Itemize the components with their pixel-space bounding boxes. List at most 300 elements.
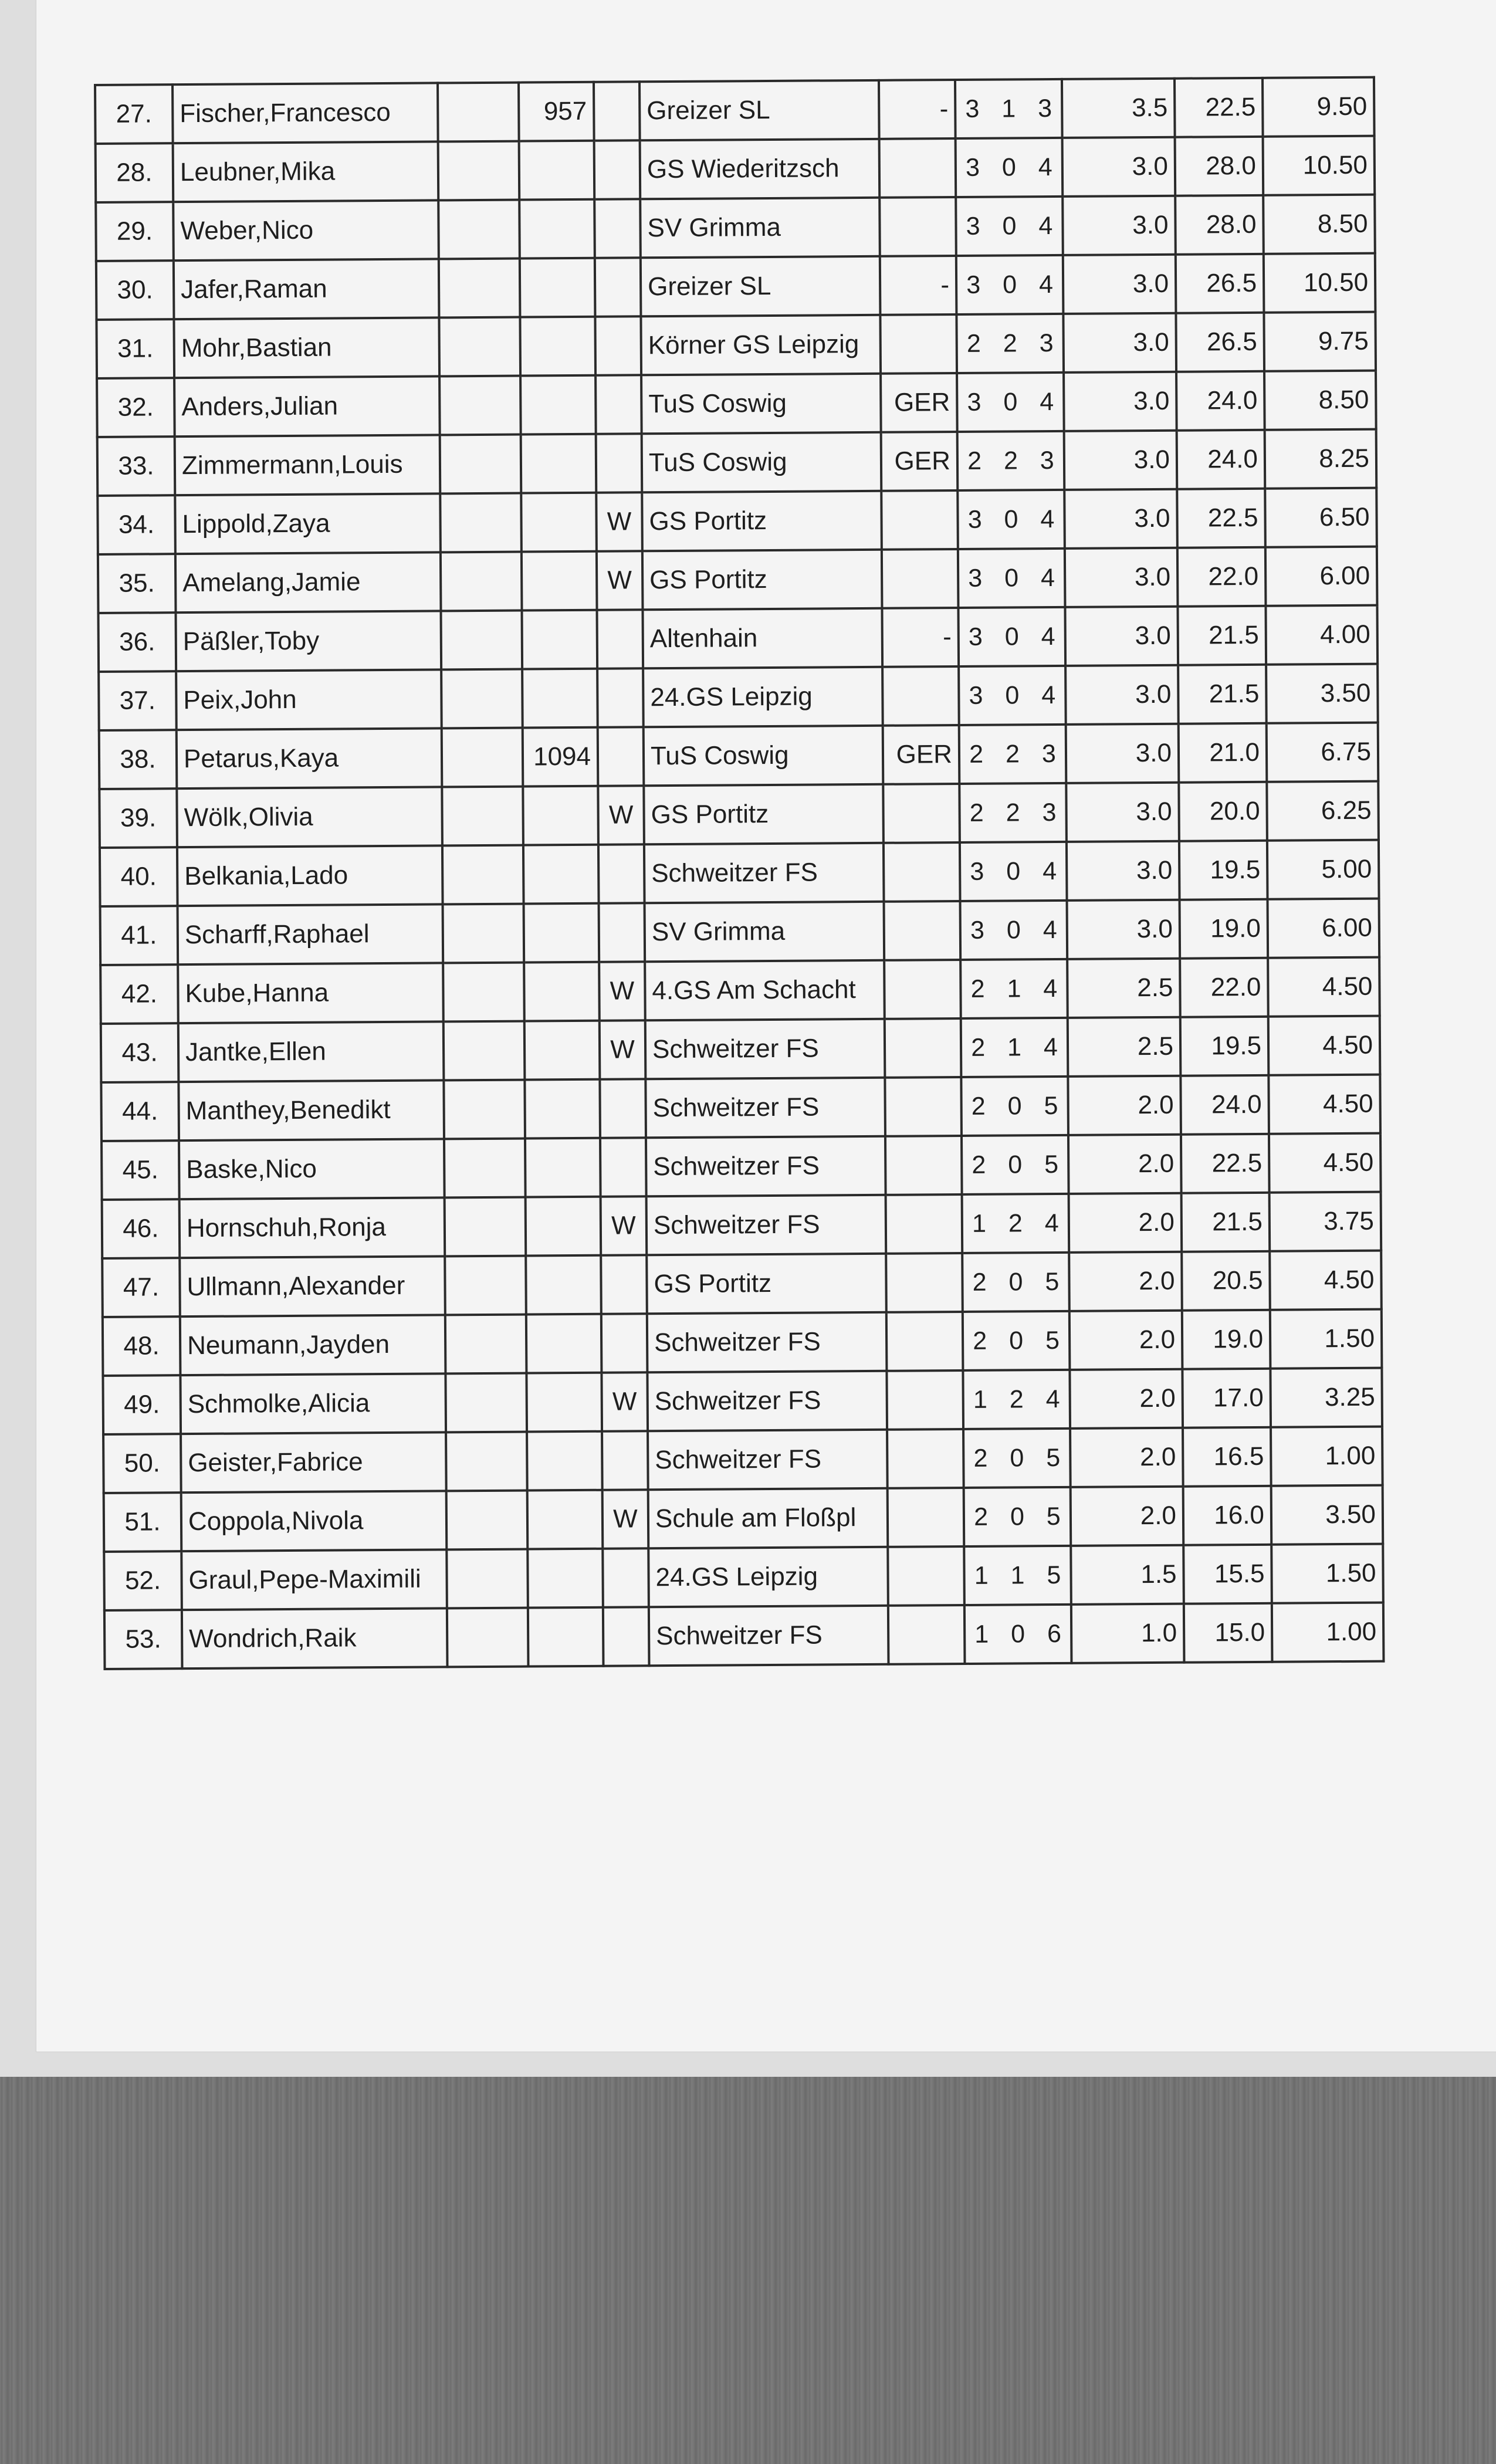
points-cell: 2.0 — [1069, 1369, 1183, 1429]
win-draw-loss-cell: 3 0 4 — [957, 373, 1064, 432]
table-row — [104, 1485, 1383, 1552]
rating-cell — [525, 1138, 601, 1197]
win-draw-loss-cell: 1 0 6 — [964, 1605, 1072, 1664]
club-cell: Schweitzer FS — [649, 1606, 889, 1666]
federation-cell: GER — [883, 725, 960, 784]
sex-cell — [597, 610, 643, 668]
rating-cell — [520, 258, 595, 317]
table-row — [96, 136, 1375, 202]
club-cell: TuS Coswig — [644, 726, 884, 786]
player-name-cell: Ullmann,Alexander — [180, 1256, 445, 1316]
player-name-cell: Belkania,Lado — [177, 845, 443, 906]
sex-cell: W — [599, 962, 645, 1020]
rank-cell: 52. — [104, 1551, 182, 1610]
table-row — [102, 1251, 1382, 1317]
rank-cell: 43. — [101, 1023, 179, 1082]
club-cell: GS Portitz — [647, 1254, 886, 1314]
player-name-cell: Scharff,Raphael — [178, 904, 444, 964]
standings-table — [94, 76, 1385, 1670]
sex-cell — [598, 727, 644, 786]
sex-cell — [602, 1431, 648, 1490]
rank-cell: 47. — [102, 1258, 180, 1317]
rating-cell — [519, 199, 595, 259]
federation-cell — [888, 1488, 964, 1547]
empty-cell — [446, 1491, 528, 1550]
win-draw-loss-cell: 3 0 4 — [958, 549, 1065, 608]
player-name-cell: Weber,Nico — [173, 200, 439, 260]
sonneborn-berger-cell: 8.50 — [1263, 195, 1375, 254]
club-cell: 24.GS Leipzig — [648, 1547, 888, 1607]
win-draw-loss-cell: 2 0 5 — [961, 1077, 1068, 1136]
rating-cell — [526, 1255, 601, 1315]
empty-cell — [438, 83, 519, 142]
sex-cell — [594, 199, 641, 258]
empty-cell — [441, 611, 522, 670]
win-draw-loss-cell: 2 2 3 — [959, 783, 1067, 842]
sex-cell — [594, 140, 641, 199]
player-name-cell: Baske,Nico — [179, 1139, 445, 1199]
table-row — [97, 371, 1376, 437]
win-draw-loss-cell: 3 1 3 — [955, 79, 1062, 138]
club-cell: Altenhain — [642, 608, 882, 668]
federation-cell — [879, 197, 956, 256]
buchholz-cell: 19.0 — [1182, 1310, 1271, 1369]
sonneborn-berger-cell: 3.75 — [1270, 1192, 1382, 1251]
sonneborn-berger-cell: 4.50 — [1268, 1075, 1380, 1134]
table-row — [102, 1192, 1382, 1258]
sex-cell: W — [598, 786, 644, 844]
points-cell: 2.0 — [1069, 1311, 1183, 1370]
buchholz-cell: 21.5 — [1177, 606, 1266, 665]
rank-cell: 48. — [103, 1316, 181, 1376]
points-cell: 3.0 — [1064, 489, 1177, 549]
empty-cell — [445, 1197, 526, 1257]
win-draw-loss-cell: 2 0 5 — [964, 1487, 1071, 1546]
club-cell: 4.GS Am Schacht — [645, 960, 885, 1020]
points-cell: 3.0 — [1065, 665, 1179, 725]
rating-cell: 957 — [519, 82, 594, 141]
sex-cell: W — [603, 1490, 649, 1548]
sex-cell: W — [601, 1196, 647, 1255]
win-draw-loss-cell: 3 0 4 — [957, 490, 1065, 549]
empty-cell — [443, 963, 524, 1022]
rank-cell: 37. — [99, 671, 177, 730]
table-row — [103, 1368, 1382, 1434]
table-row — [99, 723, 1379, 789]
rating-cell — [527, 1431, 603, 1491]
rating-cell: 1094 — [523, 727, 598, 787]
points-cell: 2.0 — [1069, 1193, 1182, 1253]
federation-cell — [885, 1136, 962, 1195]
table-row — [100, 840, 1379, 906]
sex-cell — [601, 1314, 648, 1372]
federation-cell — [881, 490, 958, 550]
sonneborn-berger-cell: 1.50 — [1271, 1544, 1383, 1603]
rank-cell: 42. — [100, 964, 178, 1024]
club-cell: TuS Coswig — [641, 374, 881, 434]
table-row — [104, 1603, 1384, 1669]
points-cell: 3.0 — [1067, 900, 1180, 959]
club-cell: GS Portitz — [644, 784, 884, 844]
rank-cell: 39. — [99, 788, 177, 848]
points-cell: 3.0 — [1066, 724, 1179, 783]
player-name-cell: Anders,Julian — [174, 376, 440, 436]
club-cell: 24.GS Leipzig — [643, 667, 883, 727]
rating-cell — [526, 1373, 602, 1432]
federation-cell — [882, 666, 959, 726]
win-draw-loss-cell: 3 0 4 — [960, 901, 1068, 960]
points-cell: 2.5 — [1068, 1017, 1181, 1077]
buchholz-cell: 22.5 — [1181, 1134, 1270, 1193]
club-cell: Schweitzer FS — [647, 1195, 886, 1255]
rating-cell — [523, 786, 598, 845]
win-draw-loss-cell: 2 1 4 — [961, 1018, 1068, 1077]
table-row — [98, 547, 1377, 613]
sex-cell — [594, 82, 640, 140]
buchholz-cell: 20.5 — [1182, 1251, 1270, 1311]
sonneborn-berger-cell: 6.00 — [1268, 899, 1380, 958]
win-draw-loss-cell: 3 0 4 — [959, 666, 1066, 725]
buchholz-cell: 19.5 — [1179, 841, 1268, 900]
federation-cell — [886, 1194, 963, 1254]
federation-cell — [884, 842, 960, 902]
rank-cell: 38. — [99, 730, 177, 789]
points-cell: 3.0 — [1064, 372, 1177, 431]
player-name-cell: Graul,Pepe-Maximili — [181, 1549, 447, 1610]
player-name-cell: Jafer,Raman — [174, 259, 439, 319]
sonneborn-berger-cell: 4.00 — [1265, 605, 1377, 665]
player-name-cell: Schmolke,Alicia — [180, 1373, 446, 1434]
empty-cell — [442, 728, 523, 787]
sonneborn-berger-cell: 1.50 — [1270, 1309, 1382, 1369]
sonneborn-berger-cell: 8.50 — [1264, 371, 1376, 430]
club-cell: SV Grimma — [645, 902, 885, 962]
sonneborn-berger-cell: 4.50 — [1268, 1016, 1380, 1075]
empty-cell — [439, 317, 520, 377]
federation-cell — [882, 549, 959, 608]
player-name-cell: Hornschuh,Ronja — [180, 1197, 445, 1258]
buchholz-cell: 22.5 — [1177, 489, 1265, 548]
rating-cell — [521, 434, 597, 493]
empty-cell — [443, 904, 524, 963]
sex-cell — [598, 844, 645, 903]
rating-cell — [524, 1021, 600, 1080]
rating-cell — [520, 317, 595, 376]
points-cell: 2.0 — [1068, 1076, 1181, 1135]
rank-cell: 28. — [96, 143, 174, 202]
rating-cell — [526, 1197, 601, 1256]
sex-cell — [600, 1138, 647, 1196]
table-row — [96, 195, 1375, 261]
federation-cell — [886, 1253, 963, 1312]
points-cell: 2.5 — [1067, 959, 1180, 1018]
federation-cell: - — [882, 608, 959, 667]
empty-cell — [442, 845, 524, 905]
points-cell: 3.0 — [1066, 783, 1179, 842]
win-draw-loss-cell: 2 1 4 — [960, 959, 1068, 1018]
sonneborn-berger-cell: 3.50 — [1271, 1485, 1383, 1545]
sex-cell: W — [600, 1020, 646, 1079]
points-cell: 3.0 — [1067, 841, 1180, 901]
points-cell: 3.0 — [1063, 313, 1176, 373]
buchholz-cell: 15.5 — [1183, 1545, 1272, 1604]
sex-cell — [595, 316, 641, 375]
federation-cell: - — [879, 80, 956, 139]
rating-cell — [524, 1079, 600, 1139]
federation-cell — [888, 1605, 965, 1664]
table-row — [101, 1075, 1380, 1141]
club-cell: GS Portitz — [642, 550, 882, 610]
buchholz-cell: 19.0 — [1180, 899, 1268, 959]
points-cell: 3.0 — [1065, 548, 1178, 607]
points-cell: 3.0 — [1062, 137, 1176, 197]
buchholz-cell: 24.0 — [1177, 430, 1265, 489]
buchholz-cell: 22.0 — [1177, 547, 1266, 607]
win-draw-loss-cell: 3 0 4 — [956, 255, 1064, 314]
sonneborn-berger-cell: 1.00 — [1271, 1427, 1383, 1486]
table-row — [99, 605, 1378, 672]
rank-cell: 30. — [96, 260, 174, 320]
rank-cell: 33. — [97, 436, 175, 496]
win-draw-loss-cell: 2 2 3 — [959, 725, 1067, 784]
win-draw-loss-cell: 3 0 4 — [958, 607, 1065, 666]
rank-cell: 27. — [95, 84, 173, 144]
sonneborn-berger-cell: 6.50 — [1265, 488, 1377, 547]
table-row — [103, 1309, 1382, 1376]
rating-cell — [522, 610, 597, 669]
win-draw-loss-cell: 2 2 3 — [956, 314, 1064, 373]
points-cell: 3.0 — [1064, 431, 1177, 490]
rank-cell: 51. — [104, 1492, 182, 1552]
federation-cell — [885, 1077, 962, 1136]
federation-cell — [880, 314, 957, 374]
player-name-cell: Fischer,Francesco — [172, 83, 438, 143]
rank-cell: 41. — [100, 906, 178, 965]
table-row — [100, 957, 1380, 1024]
player-name-cell: Lippold,Zaya — [175, 493, 441, 554]
buchholz-cell: 19.5 — [1180, 1017, 1269, 1076]
empty-cell — [446, 1432, 527, 1491]
rank-cell: 29. — [96, 202, 174, 261]
buchholz-cell: 22.5 — [1175, 78, 1263, 137]
win-draw-loss-cell: 2 0 5 — [963, 1429, 1071, 1488]
rank-cell: 40. — [100, 847, 178, 906]
rank-cell: 50. — [103, 1434, 181, 1493]
sonneborn-berger-cell: 8.25 — [1265, 429, 1377, 489]
empty-cell — [438, 141, 520, 201]
rating-cell — [528, 1607, 604, 1667]
buchholz-cell: 26.5 — [1176, 254, 1264, 313]
win-draw-loss-cell: 1 2 4 — [963, 1370, 1070, 1429]
sonneborn-berger-cell: 3.25 — [1270, 1368, 1382, 1427]
standings-body — [95, 77, 1383, 1669]
sonneborn-berger-cell: 10.50 — [1263, 136, 1375, 195]
sex-cell: W — [601, 1372, 648, 1431]
points-cell: 3.5 — [1062, 79, 1175, 138]
buchholz-cell: 22.0 — [1180, 958, 1268, 1017]
sex-cell: W — [596, 492, 642, 551]
table-row — [99, 781, 1379, 848]
federation-cell — [885, 1018, 962, 1078]
buchholz-cell: 15.0 — [1184, 1603, 1272, 1663]
sex-cell — [599, 903, 645, 962]
empty-cell — [444, 1021, 525, 1081]
federation-cell: GER — [881, 432, 958, 491]
rank-cell: 49. — [103, 1375, 181, 1434]
points-cell: 2.0 — [1069, 1252, 1182, 1311]
federation-cell — [884, 901, 961, 960]
table-row — [97, 488, 1377, 554]
rank-cell: 53. — [104, 1610, 182, 1669]
federation-cell — [888, 1546, 964, 1606]
win-draw-loss-cell: 3 0 4 — [956, 138, 1063, 197]
points-cell: 2.0 — [1068, 1135, 1182, 1194]
empty-cell — [438, 200, 520, 259]
sonneborn-berger-cell: 1.00 — [1272, 1603, 1384, 1662]
buchholz-cell: 21.0 — [1179, 723, 1267, 783]
buchholz-cell: 20.0 — [1179, 782, 1267, 841]
empty-cell — [441, 552, 522, 611]
rank-cell: 46. — [102, 1199, 180, 1258]
table-row — [96, 312, 1376, 378]
points-cell: 2.0 — [1070, 1428, 1183, 1487]
win-draw-loss-cell: 2 0 5 — [962, 1253, 1069, 1312]
player-name-cell: Manthey,Benedikt — [178, 1080, 444, 1140]
rank-cell: 44. — [101, 1082, 179, 1141]
club-cell: Schweitzer FS — [647, 1371, 887, 1431]
club-cell: Schweitzer FS — [645, 1078, 885, 1138]
empty-cell — [442, 787, 523, 846]
points-cell: 1.5 — [1071, 1545, 1184, 1605]
table-row — [99, 664, 1378, 730]
buchholz-cell: 28.0 — [1175, 137, 1264, 196]
win-draw-loss-cell: 1 1 5 — [964, 1546, 1071, 1605]
points-cell: 2.0 — [1071, 1487, 1184, 1546]
federation-cell: GER — [881, 373, 957, 432]
player-name-cell: Wondrich,Raik — [182, 1608, 448, 1668]
points-cell: 3.0 — [1063, 255, 1176, 314]
club-cell: SV Grimma — [640, 198, 880, 258]
buchholz-cell: 17.0 — [1182, 1369, 1271, 1428]
empty-cell — [446, 1549, 528, 1609]
player-name-cell: Jantke,Ellen — [178, 1021, 444, 1082]
rank-cell: 34. — [97, 495, 175, 554]
federation-cell: - — [880, 256, 957, 315]
club-cell: TuS Coswig — [642, 432, 882, 492]
table-row — [103, 1427, 1383, 1493]
federation-cell — [887, 1429, 964, 1488]
sonneborn-berger-cell: 6.75 — [1267, 723, 1379, 782]
win-draw-loss-cell: 1 2 4 — [962, 1194, 1069, 1253]
buchholz-cell: 24.0 — [1176, 371, 1265, 431]
rating-cell — [526, 1314, 602, 1373]
table-row — [100, 899, 1380, 965]
rating-cell — [519, 141, 595, 200]
rating-cell — [527, 1549, 603, 1608]
sonneborn-berger-cell: 9.50 — [1263, 77, 1375, 137]
rating-cell — [527, 1490, 603, 1549]
club-cell: GS Wiederitzsch — [640, 139, 880, 199]
win-draw-loss-cell: 3 0 4 — [960, 842, 1067, 901]
buchholz-cell: 21.5 — [1178, 665, 1267, 724]
rating-cell — [522, 551, 597, 611]
points-cell: 3.0 — [1062, 196, 1176, 255]
club-cell: Schule am Floßpl — [648, 1488, 888, 1548]
rank-cell: 45. — [101, 1140, 180, 1200]
points-cell: 3.0 — [1065, 607, 1178, 666]
club-cell: Schweitzer FS — [644, 843, 884, 903]
sex-cell — [596, 434, 642, 492]
empty-cell — [445, 1256, 526, 1315]
player-name-cell: Mohr,Bastian — [174, 317, 439, 378]
sonneborn-berger-cell: 10.50 — [1264, 253, 1376, 313]
federation-cell — [884, 960, 961, 1019]
rating-cell — [520, 375, 596, 435]
federation-cell — [879, 138, 956, 198]
buchholz-cell: 26.5 — [1176, 313, 1264, 372]
player-name-cell: Petarus,Kaya — [177, 728, 442, 788]
sex-cell — [595, 258, 641, 316]
player-name-cell: Leubner,Mika — [173, 141, 439, 202]
sex-cell — [597, 668, 644, 727]
sonneborn-berger-cell: 6.25 — [1267, 781, 1379, 841]
club-cell: Schweitzer FS — [647, 1312, 887, 1372]
win-draw-loss-cell: 2 2 3 — [957, 431, 1065, 490]
rank-cell: 32. — [97, 378, 175, 437]
sex-cell — [600, 1079, 646, 1138]
table-row — [95, 77, 1375, 144]
rank-cell: 31. — [96, 319, 174, 378]
rank-cell: 35. — [98, 554, 176, 613]
empty-cell — [445, 1373, 527, 1433]
points-cell: 1.0 — [1071, 1604, 1184, 1663]
empty-cell — [445, 1315, 527, 1374]
rating-cell — [522, 669, 598, 728]
sonneborn-berger-cell: 5.00 — [1267, 840, 1379, 899]
rating-cell — [523, 845, 599, 904]
club-cell: Schweitzer FS — [648, 1430, 888, 1490]
empty-cell — [439, 259, 520, 318]
table-row — [101, 1016, 1380, 1082]
table-row — [104, 1544, 1383, 1610]
table-row — [101, 1133, 1381, 1200]
win-draw-loss-cell: 3 0 4 — [956, 197, 1063, 256]
sex-cell — [595, 375, 642, 434]
buchholz-cell: 21.5 — [1182, 1193, 1270, 1252]
sex-cell — [601, 1255, 647, 1314]
sonneborn-berger-cell: 9.75 — [1264, 312, 1376, 371]
rating-cell — [524, 962, 600, 1021]
empty-cell — [441, 669, 523, 729]
federation-cell — [886, 1370, 963, 1430]
empty-cell — [439, 376, 521, 435]
player-name-cell: Zimmermann,Louis — [175, 435, 441, 495]
club-cell: Greizer SL — [641, 256, 881, 316]
sonneborn-berger-cell: 4.50 — [1270, 1251, 1382, 1310]
sonneborn-berger-cell: 4.50 — [1268, 957, 1380, 1017]
player-name-cell: Amelang,Jamie — [175, 552, 441, 612]
win-draw-loss-cell: 2 0 5 — [962, 1135, 1069, 1194]
empty-cell — [444, 1080, 525, 1139]
empty-cell — [447, 1608, 529, 1667]
rating-cell — [521, 493, 597, 552]
club-cell: Greizer SL — [639, 80, 879, 140]
buchholz-cell: 16.5 — [1183, 1427, 1271, 1487]
club-cell: GS Portitz — [642, 491, 882, 551]
empty-cell — [444, 1139, 526, 1198]
player-name-cell: Neumann,Jayden — [180, 1315, 446, 1375]
sex-cell: W — [597, 551, 643, 610]
